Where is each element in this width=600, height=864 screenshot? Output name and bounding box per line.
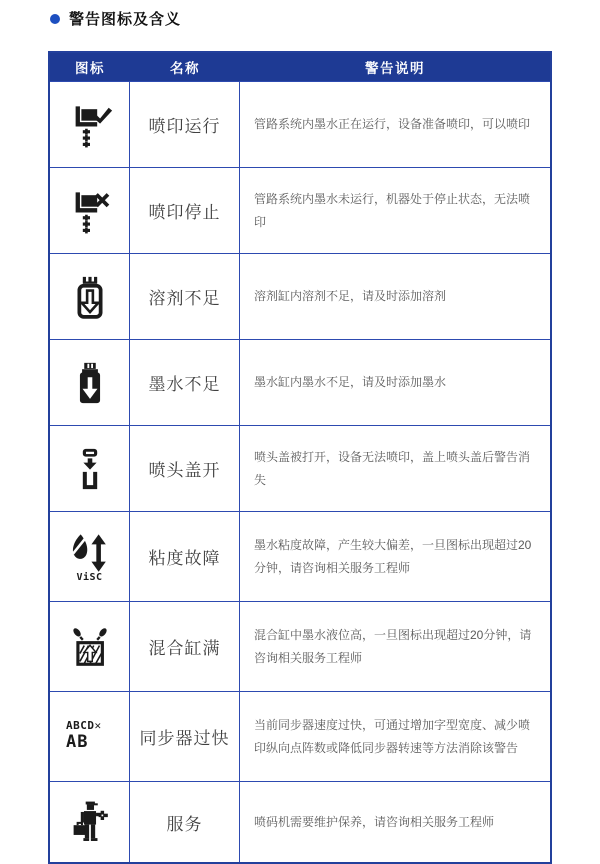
table-row	[50, 601, 550, 691]
icon-cell	[50, 254, 130, 339]
ink-low-icon	[67, 360, 113, 406]
table-row	[50, 425, 550, 511]
table-row	[50, 781, 550, 862]
warning-description: 管路系统内墨水未运行，机器处于停止状态，无法喷印	[254, 191, 531, 229]
warning-name: 喷头盖开	[130, 426, 240, 511]
icon-cell	[50, 602, 130, 691]
icon-cell	[50, 782, 130, 862]
warning-table	[48, 51, 552, 864]
printhead-cover-open-icon	[67, 446, 113, 492]
synchronizer-too-fast-icon: AB	[66, 732, 89, 753]
table-row	[50, 511, 550, 601]
table-row	[50, 253, 550, 339]
warning-description: 喷码机需要维护保养，请咨询相关服务工程师	[254, 814, 495, 829]
warning-name: 溶剂不足	[130, 254, 240, 339]
warning-description: 溶剂缸内溶剂不足，请及时添加溶剂	[254, 289, 447, 304]
icon-cell	[50, 426, 130, 511]
icon-cell	[50, 692, 130, 781]
table-row	[50, 81, 550, 167]
column-header-description: 警告说明	[365, 61, 425, 76]
column-header-icon: 图标	[75, 61, 105, 76]
print-stopped-icon	[67, 188, 113, 234]
mixing-tank-full-icon	[67, 624, 113, 670]
bullet-icon	[50, 14, 60, 24]
warning-name: 混合缸满	[130, 602, 240, 691]
warning-name: 粘度故障	[130, 512, 240, 601]
table-header-row	[50, 53, 550, 81]
icon-cell	[50, 168, 130, 253]
table-row	[50, 339, 550, 425]
icon-cell	[50, 82, 130, 167]
service-icon	[67, 799, 113, 845]
column-header-name: 名称	[170, 61, 200, 76]
icon-cell	[50, 512, 130, 601]
table-row	[50, 167, 550, 253]
synchronizer-too-fast-icon: ABCD✕	[66, 719, 102, 733]
solvent-low-icon	[67, 274, 113, 320]
viscosity-label: ViSC	[76, 572, 103, 583]
warning-description: 管路系统内墨水正在运行，设备准备喷印，可以喷印	[254, 117, 531, 132]
warning-name: 服务	[130, 782, 240, 862]
warning-description: 墨水缸内墨水不足，请及时添加墨水	[254, 375, 447, 390]
section-title-text: 警告图标及含义	[69, 11, 182, 28]
print-running-icon	[67, 102, 113, 148]
warning-description: 混合缸中墨水液位高，一旦图标出现超过20分钟，请咨询相关服务工程师	[254, 627, 532, 665]
warning-name: 墨水不足	[130, 340, 240, 425]
warning-name: 喷印停止	[130, 168, 240, 253]
table-body	[50, 81, 550, 862]
viscosity-fault-icon	[67, 530, 113, 576]
warning-description: 喷头盖被打开，设备无法喷印，盖上喷头盖后警告消失	[254, 449, 531, 487]
icon-cell	[50, 340, 130, 425]
warning-description: 墨水粘度故障，产生较大偏差，一旦图标出现超过20分钟，请咨询相关服务工程师	[254, 537, 532, 575]
warning-description: 当前同步器速度过快，可通过增加字型宽度、减少喷印纵向点阵数或降低同步器转速等方法消除该警告	[254, 717, 531, 755]
section-title	[50, 8, 600, 29]
warning-name: 同步器过快	[130, 692, 240, 781]
warning-name: 喷印运行	[130, 82, 240, 167]
table-row	[50, 691, 550, 781]
